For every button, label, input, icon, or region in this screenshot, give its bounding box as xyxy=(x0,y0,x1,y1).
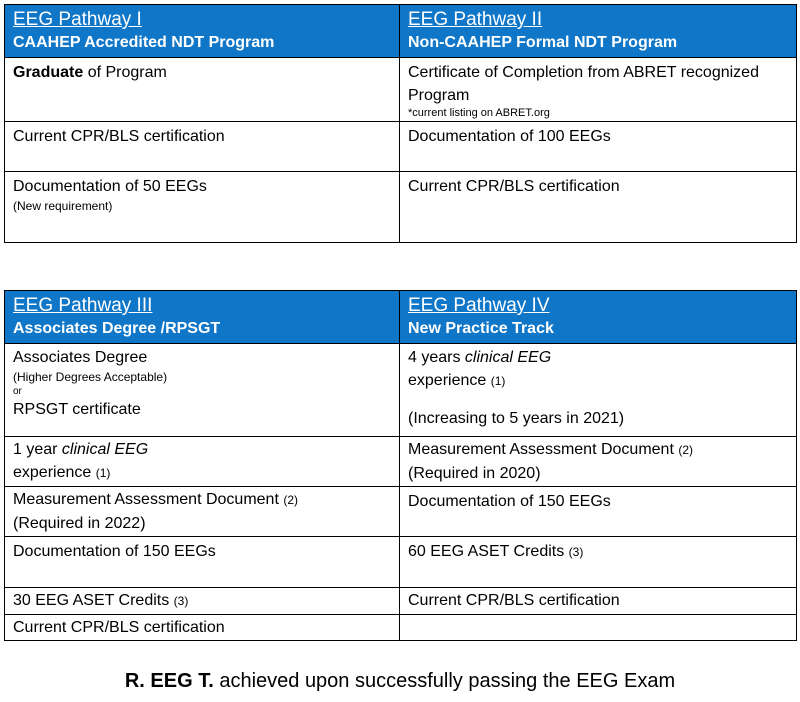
table-row xyxy=(5,588,797,615)
cell-text: 30 EEG ASET Credits xyxy=(13,592,174,609)
table-header-row xyxy=(5,5,797,58)
table-cell xyxy=(400,537,797,588)
pathway-title[interactable]: EEG Pathway I xyxy=(13,9,142,30)
cell-text: of Program xyxy=(83,64,167,81)
footnote-ref: (3) xyxy=(173,594,189,608)
table-cell: Documentation of 150 EEGs xyxy=(5,537,400,588)
table-row xyxy=(5,172,797,243)
pathway-table-2 xyxy=(4,290,797,641)
table-cell: Documentation of 150 EEGs xyxy=(400,487,797,537)
cell-text: experience xyxy=(13,464,96,481)
cell-text: 4 years xyxy=(408,349,465,366)
cell-text: Documentation of 50 EEGs xyxy=(13,178,207,195)
table-cell xyxy=(5,487,400,537)
table-row xyxy=(5,615,797,641)
pathway-subtitle: Associates Degree /RPSGT xyxy=(13,320,221,337)
table-row xyxy=(5,58,797,122)
footnote-ref: (2) xyxy=(678,443,694,457)
pathway-subtitle: New Practice Track xyxy=(408,320,554,337)
table-row xyxy=(5,344,797,437)
table-cell xyxy=(5,588,400,615)
pathway-title[interactable]: EEG Pathway II xyxy=(408,9,543,30)
table-row xyxy=(5,437,797,487)
cell-text: 60 EEG ASET Credits xyxy=(408,543,569,560)
cell-text: Certificate of Completion from ABRET recognized Program xyxy=(408,64,759,104)
table-cell xyxy=(5,437,400,487)
footnote-ref: (1) xyxy=(490,374,506,388)
pathway-4-header xyxy=(400,291,797,344)
cell-text: Measurement Assessment Document xyxy=(408,441,679,458)
table-cell xyxy=(400,437,797,487)
pathway-2-header xyxy=(400,5,797,58)
credential-name: R. EEG T. xyxy=(124,670,214,692)
cell-text: Measurement Assessment Document xyxy=(13,491,284,508)
cell-text: (Required in 2022) xyxy=(13,515,146,532)
table-cell xyxy=(5,344,400,437)
cell-bold-text: Graduate xyxy=(13,64,84,81)
pathway-title[interactable]: EEG Pathway IV xyxy=(408,295,550,316)
cell-italic-text: clinical EEG xyxy=(464,349,552,366)
cell-text: (Increasing to 5 years in 2021) xyxy=(408,410,625,427)
table-cell: Current CPR/BLS certification xyxy=(5,122,400,172)
cell-text: RPSGT certificate xyxy=(13,401,141,418)
pathway-title[interactable]: EEG Pathway III xyxy=(13,295,153,316)
pathway-subtitle: Non-CAAHEP Formal NDT Program xyxy=(408,34,678,51)
cell-text: (Required in 2020) xyxy=(408,465,541,482)
cell-italic-text: clinical EEG xyxy=(61,441,149,458)
cell-or: or xyxy=(13,386,22,397)
table-row xyxy=(5,487,797,537)
cell-note: (Higher Degrees Acceptable) xyxy=(13,370,168,384)
table-cell: Current CPR/BLS certification xyxy=(5,615,400,641)
pathway-1-header xyxy=(5,5,400,58)
table-cell: Documentation of 100 EEGs xyxy=(400,122,797,172)
cell-note: (New requirement) xyxy=(13,199,113,213)
pathway-subtitle: CAAHEP Accredited NDT Program xyxy=(13,34,275,51)
table-row xyxy=(5,537,797,588)
table-cell xyxy=(400,344,797,437)
table-row xyxy=(5,122,797,172)
cell-text: Associates Degree xyxy=(13,349,148,366)
footnote-ref: (3) xyxy=(568,545,584,559)
table-cell xyxy=(400,58,797,122)
table-header-row xyxy=(5,291,797,344)
footnote-ref: (2) xyxy=(283,493,299,507)
certification-note xyxy=(0,668,800,694)
footnote-ref: (1) xyxy=(95,466,111,480)
table-cell xyxy=(5,58,400,122)
table-cell: Current CPR/BLS certification xyxy=(400,588,797,615)
pathway-table-1 xyxy=(4,4,797,243)
footer-text: achieved upon successfully passing the EEG Exam xyxy=(213,670,676,692)
pathway-3-header xyxy=(5,291,400,344)
table-cell xyxy=(400,615,797,641)
table-cell xyxy=(5,172,400,243)
cell-text: experience xyxy=(408,372,491,389)
cell-text: 1 year xyxy=(13,441,62,458)
table-cell: Current CPR/BLS certification xyxy=(400,172,797,243)
cell-note: *current listing on ABRET.org xyxy=(408,107,550,119)
